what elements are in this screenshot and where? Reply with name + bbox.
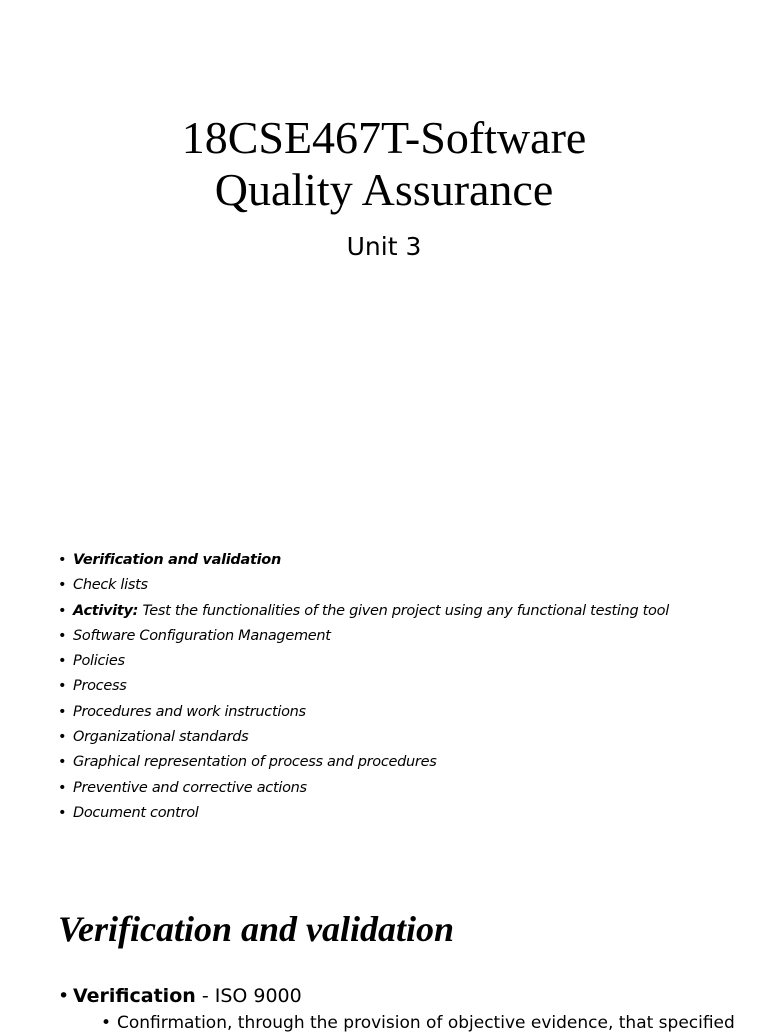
section-bullet-list bbox=[58, 982, 758, 1036]
agenda-item-verification bbox=[58, 548, 758, 573]
agenda-item-procedures bbox=[58, 700, 758, 725]
slide-title-line-1: 18CSE467T-Software bbox=[181, 112, 587, 163]
agenda-item-activity bbox=[58, 599, 758, 624]
agenda-item-label: Procedures and work instructions bbox=[73, 703, 306, 720]
agenda-item-label: Graphical representation of process and procedures bbox=[73, 754, 437, 771]
section-title: Verification and validation bbox=[58, 909, 455, 949]
agenda-item-label: Organizational standards bbox=[73, 729, 249, 746]
agenda-item-label: Preventive and corrective actions bbox=[73, 779, 307, 796]
verification-sub-list bbox=[73, 1010, 758, 1036]
agenda-item-lead: Activity: bbox=[73, 602, 139, 619]
verification-term: Verification bbox=[73, 985, 196, 1007]
agenda-item-label: Test the functionalities of the given project using any functional testing tool bbox=[138, 602, 669, 619]
agenda-item-policies bbox=[58, 649, 758, 674]
verification-source: - ISO 9000 bbox=[195, 985, 302, 1007]
agenda-item-label: Document control bbox=[73, 804, 199, 821]
agenda-item-graphical bbox=[58, 750, 758, 775]
agenda-item-label: Verification and validation bbox=[73, 552, 281, 568]
slide-subtitle: Unit 3 bbox=[346, 232, 422, 261]
agenda-item-org-standards bbox=[58, 725, 758, 750]
verification-definition: • Confirmation, through the provision of objective evidence, that specified bbox=[73, 1010, 758, 1036]
agenda-list bbox=[58, 548, 758, 826]
agenda-item-label: Software Configuration Management bbox=[73, 627, 331, 644]
agenda-item-label: Policies bbox=[73, 653, 125, 670]
agenda-item-label: Process bbox=[73, 678, 127, 695]
agenda-item-process bbox=[58, 674, 758, 699]
agenda-item-preventive bbox=[58, 776, 758, 801]
verification-bullet bbox=[58, 982, 758, 1036]
agenda-item-label: Check lists bbox=[73, 577, 148, 594]
slide-title-line-2: Quality Assurance bbox=[214, 164, 554, 215]
agenda-item-scm bbox=[58, 624, 758, 649]
agenda-item-check-lists bbox=[58, 573, 758, 598]
slide-title bbox=[0, 112, 768, 216]
agenda-item-document-control bbox=[58, 801, 758, 826]
